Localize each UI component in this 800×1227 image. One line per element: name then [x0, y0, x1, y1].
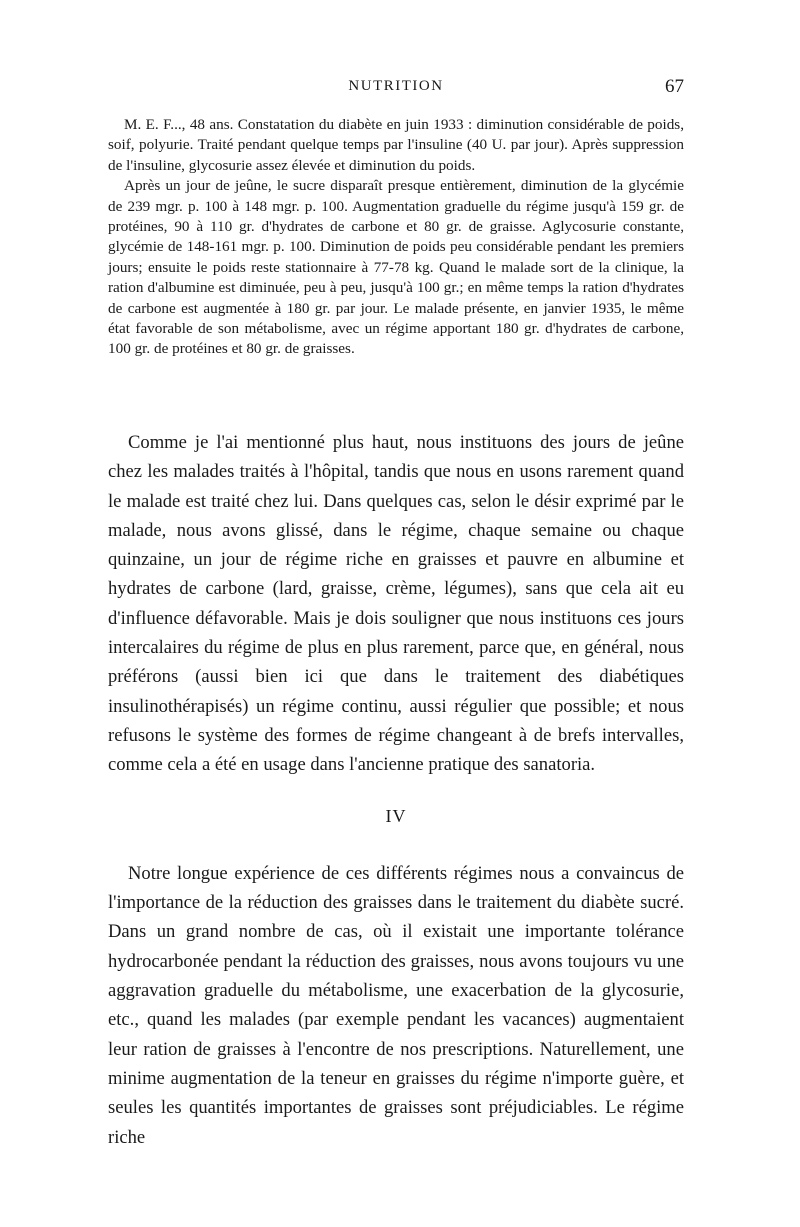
chapter-title: NUTRITION: [348, 78, 444, 94]
section-heading: IV: [385, 805, 407, 826]
running-header: [108, 76, 684, 100]
main-text: [108, 428, 684, 1152]
case-report-paragraph: M. E. F..., 48 ans. Constatation du diabète en juin 1933 : diminution considérable de poids, soif, polyurie. Traité pendant quelque temps par l'insuline (40 U. par jour). Après suppression de l'insuline, glycosurie assez élevée et diminution du poids.: [108, 116, 684, 174]
body-paragraph-2: Notre longue expérience de ces différents régimes nous a convaincus de l'importance de la réduction des graisses dans le traitement du diabète sucré. Dans un grand nombre de cas, où il existait une importante tolérance hydrocarbonée pendant la réduction des graisses, nous avons toujours vu une aggravation graduelle du métabolisme, une exacerbation de la glycosurie, etc., quand les malades (par exemple pendant les vacances) augmentaient leur ration de graisses à l'encontre de nos prescriptions. Naturellement, une minime augmentation de la teneur en graisses du régime n'importe guère, et seules les quantités importantes de graisses sont préjudiciables. Le régime riche: [108, 862, 684, 1148]
case-report: [108, 115, 684, 360]
case-report-paragraph: Après un jour de jeûne, le sucre disparaît presque entièrement, diminution de la glycémie de 239 mgr. p. 100 à 148 mgr. p. 100. Augmentation graduelle du régime jusqu'à 159 gr. de protéines, 90 à 110 gr. d'hydrates de carbone et 80 gr. de graisse. Aglycosurie constante, glycémie de 148-161 mgr. p. 100. Diminution de poids peu considérable pendant les premiers jours; ensuite le poids reste stationnaire à 77-78 kg. Quand le malade sort de la clinique, la ration d'albumine est diminuée, peu à peu, jusqu'à 100 gr.; en même temps la ration d'hydrates de carbone est augmentée à 180 gr. par jour. Le malade présente, en janvier 1935, le même état favorable de son métabolisme, avec un régime apportant 180 gr. d'hydrates de carbone, 100 gr. de protéines et 80 gr. de graisses.: [108, 177, 684, 358]
body-paragraph-1: Comme je l'ai mentionné plus haut, nous instituons des jours de jeûne chez les malades traités à l'hôpital, tandis que nous en usons rarement quand le malade est traité chez lui. Dans quelques cas, selon le désir exprimé par le malade, nous avons glissé, dans le régime, chaque semaine ou chaque quinzaine, un jour de régime riche en graisses et pauvre en albumine et hydrates de carbone (lard, graisse, crème, légumes), sans que cela ait eu d'influence défavorable. Mais je dois souligner que nous instituons ces jours intercalaires du régime de plus en plus rarement, parce que, en général, nous préférons (aussi bien ici que dans le traitement des diabétiques insulinothérapisés) un régime continu, aussi régulier que possible; et nous refusons le système des formes de régime changeant à de brefs intervalles, comme cela a été en usage dans l'ancienne pratique des sanatoria.: [108, 432, 684, 776]
page-number: 67: [665, 76, 684, 97]
